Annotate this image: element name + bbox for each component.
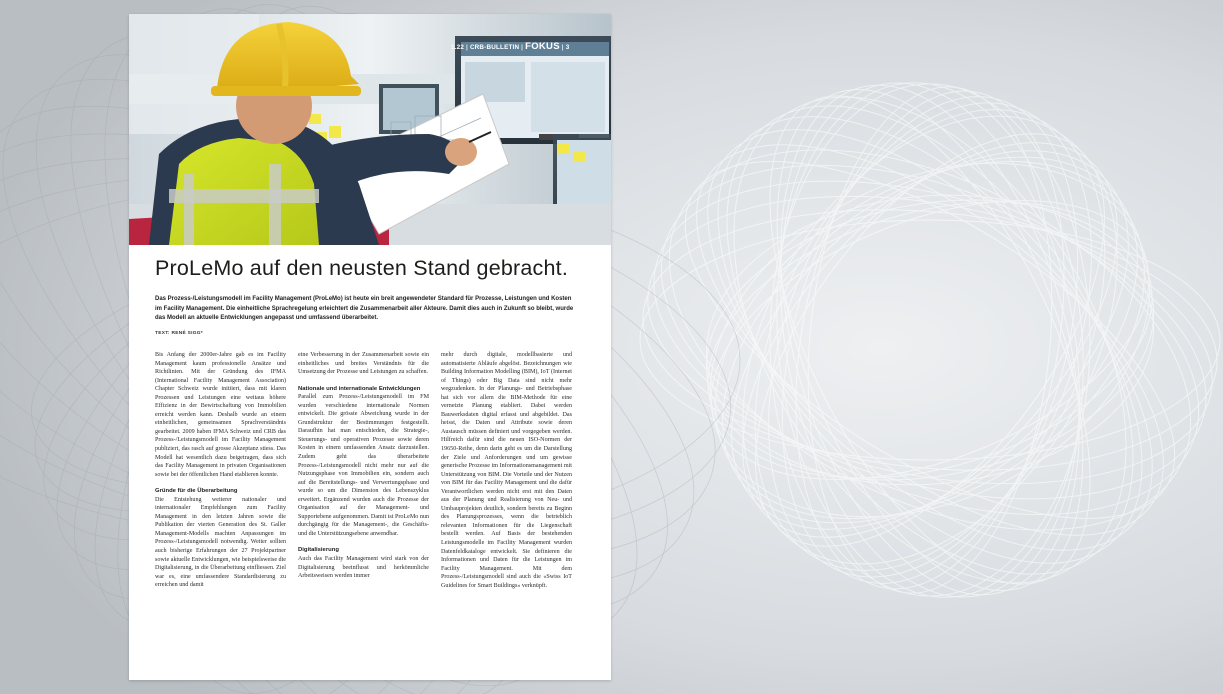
section-name: FOKUS [525,41,560,52]
subheading: Nationale und internationale Entwicklungen [298,385,421,392]
page-number: 3 [565,44,570,51]
article-byline: TEXT: RENÉ SIGG* [155,331,203,336]
text-column-2 [298,351,429,589]
paragraph: mehr durch digitale, modellbasierte und automatisierte Abläufe abgelöst. Bezeichnungen wie Building Information Modelling (BIM), IoT (Internet of Things) oder Big Data sind nicht mehr wegzudenken. In der Planungs- und Betriebsphase hat sich vor allem die BIM-Methode für eine vernetzte Planung etabliert. Dabei werden Bauwerksdaten digital erfasst und abgebildet. Das heisst, die Daten und Attribute sowie deren Austausch müssen definiert und vorgegeben werden. Hilfreich dafür sind die neuen ISO-Normen der 19650-Reihe, denn darin geht es um die Darstellung der Ziele und Anforderungen und um gewisse generische Prozesse im Informationsmanagement mit Unterstützung von BIM. Die Vorteile und der Nutzen von BIM für das Facility Management und die dafür Verantwortlichen werden nicht erst mit den Daten aus der Planung und Realisierung von Neu- und Umbauprojekten deutlich, sondern bereits zu Beginn des Planungsprozesses, wenn die betrieblich relevanten Informationen für die Liegenschaft bestellt werden. Auf Basis der bestehenden Leistungsmodelle im Facility Management wurden Datenfeldkataloge entwickelt. Sie definieren die Informationen und Daten für die Leistungen im Facility Management. Mit dem Prozess-/Leistungsmodell sind auch die «Swiss IoT Guidelines for Smart Buildings» verknüpft. [441,352,572,589]
header-separator: | [466,44,468,51]
header-separator: | [521,44,524,51]
paragraph: eine Verbesserung in der Zusammenarbeit sowie ein einheitliches und breites Verständnis für die Umsetzung der Prozesse und Leistungen zu schaffen. [298,352,429,376]
issue-number: 1.22 [451,44,465,51]
paragraph: Bis Anfang der 2000er-Jahre gab es im Facility Management kaum professionelle Ansätze und Richtlinien. Mit der Gründung des IFMA (International Facility Management Association) Chapter Schweiz wurde initiiert, dass mit klaren Prozessen und Leistungen eine weitaus höhere Effizienz in der Bewirtschaftung von Immobilien erreicht werden kann. Deshalb wurde an einem einheitlichen, gemeinsamen Sprachverständnis gearbeitet. 2009 haben IFMA Schweiz und CRB das Prozess-/Leistungsmodell im Facility Management publiziert, das rasch auf grosse Akzeptanz stiess. Das Modell hat wesentlich dazu beigetragen, dass sich das Facility Management in privaten Organisationen sowie bei der öffentlichen Hand etablieren konnte. [155,352,286,478]
magazine-page [129,14,611,680]
subheading: Digitalisierung [298,547,339,554]
publication-name: CRB-BULLETIN [469,44,520,51]
text-column-1 [155,351,286,598]
paragraph: Die Entstehung weiterer nationaler und internationaler Empfehlungen zum Facility Management in den letzten Jahren sowie die Publikation der vierten Generation des St. Galler Management-Modells machten Anpassungen im Prozess-/Leistungsmodell notwendig. Weiter sollten auch bisherige Erfahrungen der 27 Projektpartner sowie aktuelle Entwicklungen, wie beispielsweise die Digitalisierung, in die Überarbeitung einfliessen. Ziel war es, eine umfassendere Standardisierung zu erreichen und damit [155,496,286,589]
paragraph: Auch das Facility Management wird stark von der Digitalisierung beeinflusst und herkömmliche Arbeitsweisen werden immer [298,556,429,580]
article-lead: Das Prozess-/Leistungsmodell im Facility Management (ProLeMo) ist heute ein breit angewendeter Standard für Prozesse, Leistungen und Kosten im Facility Management. Die einheitliche Sprachregelung erleichtert die Zusammenarbeit aller Akteure. Damit dies auch in Zukunft so bleibt, wurde das Modell an aktuelle Entwicklungen angepasst und umfassend überarbeitet. [155,296,574,321]
running-header [451,41,606,52]
paragraph: Parallel zum Prozess-/Leistungsmodell im FM wurden verschiedene internationale Normen entwickelt. Die grösste Abweichung wurde in der Grundstruktur der Bestimmungen festgestellt. Daraufhin hat man entschieden, die Strategie-, Steuerungs- und operativen Prozesse sowie deren Kosten in einem umfassenden Ansatz darzustellen. Zudem geht das überarbeitete Prozess-/Leistungsmodell nicht mehr nur auf die Nutzungsphase von Immobilien ein, sondern auch auf die Bereitstellungs- und Verwertungsphase und wurde so um die Dimension des Lebenszyklus erweitert. Ergänzend wurden auch die Prozesse der Organisation auf der Management- und Supportebene aufgenommen. Damit ist ProLeMo nun durchgängig für die Management-, die Geschäfts- und die Unterstützungsebene anwendbar. [298,394,429,537]
article-title: ProLeMo auf den neusten Stand gebracht. [155,256,569,280]
subheading: Gründe für die Überarbeitung [155,488,238,495]
header-separator: | [561,44,564,51]
text-column-3 [441,351,572,598]
